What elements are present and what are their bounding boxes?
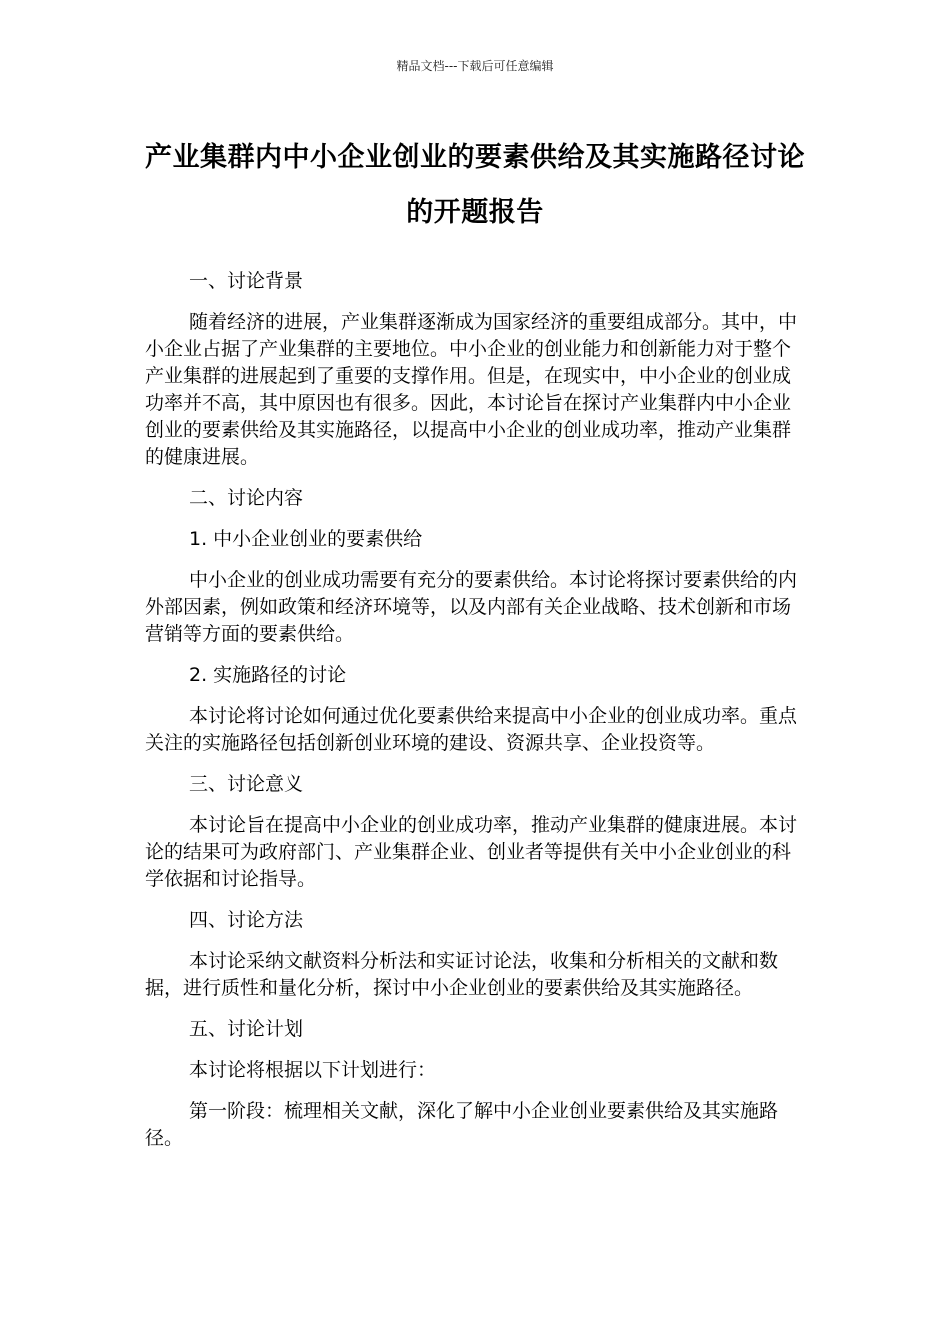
- header-note: 精品文档---下载后可任意编辑: [396, 59, 554, 73]
- section-heading-methods: 四、讨论方法: [189, 909, 304, 931]
- section-heading-content: 二、讨论内容: [189, 487, 304, 509]
- section-heading-background: 一、讨论背景: [189, 270, 304, 292]
- paragraph-plan-intro: 本讨论将根据以下计划进行：: [189, 1059, 437, 1081]
- section-heading-plan: 五、讨论计划: [189, 1018, 304, 1040]
- paragraph-factor-supply: 中小企业的创业成功需要有充分的要素供给。本讨论将探讨要素供给的内外部因素，例如政策和经济环境等，以及内部有关企业战略、技术创新和市场营销等方面的要素供给。: [145, 569, 798, 645]
- paragraph-background: 随着经济的进展，产业集群逐渐成为国家经济的重要组成部分。其中，中小企业占据了产业集群的主要地位。中小企业的创业能力和创新能力对于整个产业集群的进展起到了重要的支撑作用。但是，在现实中，中小企业的创业成功率并不高，其中原因也有很多。因此，本讨论旨在探讨产业集群内中小企业创业的要素供给及其实施路径，以提高中小企业的创业成功率，推动产业集群的健康进展。: [145, 311, 798, 468]
- document-body: [145, 268, 805, 1166]
- document-title: 产业集群内中小企业创业的要素供给及其实施路径讨论的开题报告: [145, 142, 805, 228]
- paragraph-plan-stage-one: 第一阶段：梳理相关文献，深化了解中小企业创业要素供给及其实施路径。: [145, 1100, 779, 1149]
- subheading-factor-supply: 1. 中小企业创业的要素供给: [189, 528, 423, 550]
- section-heading-significance: 三、讨论意义: [189, 773, 304, 795]
- subheading-implementation-path: 2. 实施路径的讨论: [189, 664, 347, 686]
- paragraph-implementation-path: 本讨论将讨论如何通过优化要素供给来提高中小企业的创业成功率。重点关注的实施路径包括创新创业环境的建设、资源共享、企业投资等。: [145, 705, 798, 754]
- paragraph-methods: 本讨论采纳文献资料分析法和实证讨论法，收集和分析相关的文献和数据，进行质性和量化分析，探讨中小企业创业的要素供给及其实施路径。: [145, 950, 779, 999]
- paragraph-significance: 本讨论旨在提高中小企业的创业成功率，推动产业集群的健康进展。本讨论的结果可为政府部门、产业集群企业、创业者等提供有关中小企业创业的科学依据和讨论指导。: [145, 814, 798, 890]
